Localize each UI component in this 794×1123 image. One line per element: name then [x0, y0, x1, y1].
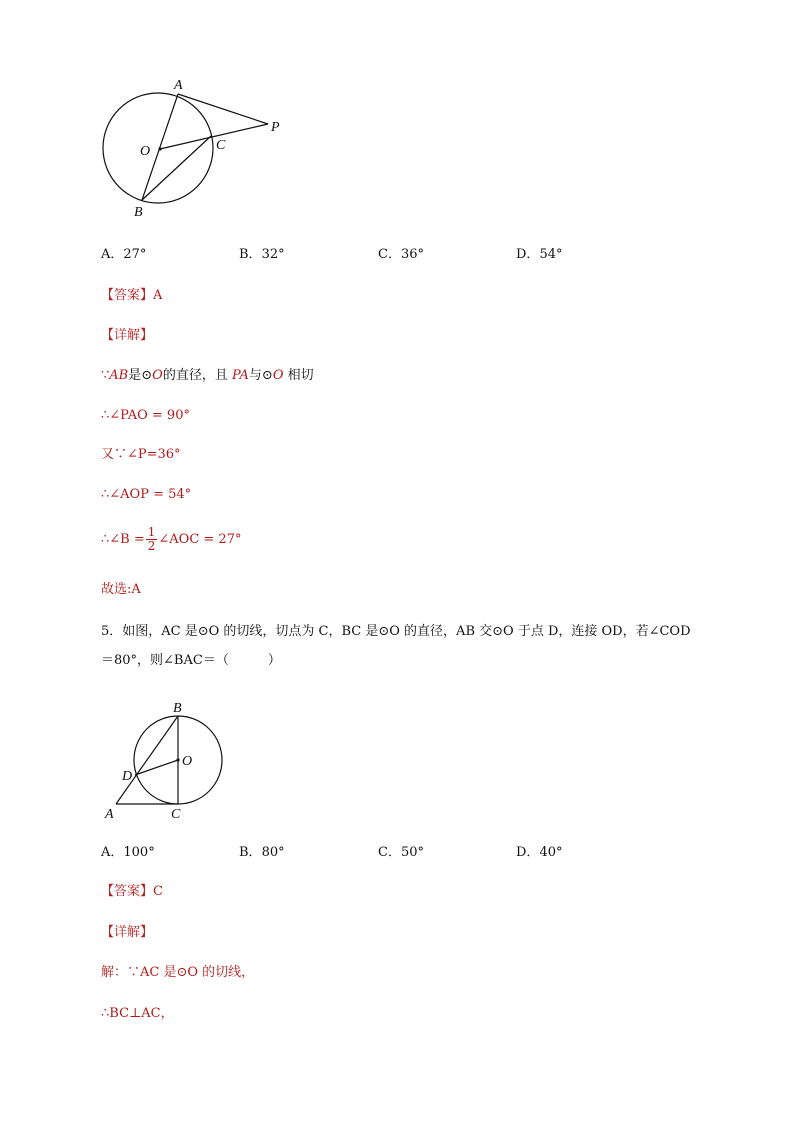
circle-o — [103, 93, 213, 203]
q5-option-d: D．40° — [516, 845, 563, 860]
q4-answer: 【答案】A — [101, 288, 163, 303]
label-a: A — [105, 807, 114, 822]
q5-answer: 【答案】C — [101, 884, 163, 899]
label-c: C — [216, 138, 226, 153]
q5-option-b: B．80° — [239, 845, 285, 860]
figure-q4 — [90, 70, 300, 225]
q4-step-6: 故选:A — [101, 582, 141, 597]
q5-detail-label: 【详解】 — [101, 925, 154, 940]
q4-option-b: B．32° — [239, 247, 285, 262]
label-o: O — [140, 144, 151, 159]
fraction-one-half: $\frac{1}{2}$ — [147, 525, 156, 553]
q5-question-line-1: 5．如图，AC 是⊙O 的切线，切点为 C，BC 是⊙O 的直径，AB 交⊙O 于点 D，连接 OD，若∠COD — [101, 624, 691, 639]
label-c: C — [171, 807, 181, 822]
segment-ap — [178, 94, 268, 124]
q4-step-5: ∴∠B = $\frac{1}{2}$ ∠AOC = 27° — [101, 525, 242, 553]
q5-step-1: 解：∵AC 是⊙O 的切线， — [101, 965, 255, 980]
label-b: B — [134, 205, 143, 220]
segment-op — [160, 124, 268, 149]
label-d: D — [122, 769, 133, 784]
figure-q5 — [98, 697, 238, 827]
q4-detail-label: 【详解】 — [101, 328, 154, 343]
q4-step-4: ∴∠AOP = 54° — [101, 487, 192, 502]
label-o: O — [182, 754, 193, 769]
q4-step-1: ∵AB是⊙O的直径，且 PA与⊙O 相切 — [101, 368, 314, 383]
q4-step-2: ∴∠PAO = 90° — [101, 408, 190, 423]
label-a: A — [174, 78, 183, 93]
center-point-q5 — [176, 758, 179, 761]
label-b: B — [173, 701, 182, 716]
q5-option-c: C．50° — [378, 845, 424, 860]
q4-option-c: C．36° — [378, 247, 424, 262]
q4-option-a: A．27° — [101, 247, 147, 262]
q5-question-line-2: ＝80°，则∠BAC＝（ ） — [101, 653, 281, 668]
center-point — [158, 147, 161, 150]
q4-option-d: D．54° — [516, 247, 563, 262]
q5-step-2: ∴BC⊥AC， — [101, 1006, 174, 1021]
label-p: P — [271, 120, 280, 135]
q4-step-3: 又∵∠P=36° — [101, 447, 181, 462]
q5-option-a: A．100° — [101, 845, 155, 860]
